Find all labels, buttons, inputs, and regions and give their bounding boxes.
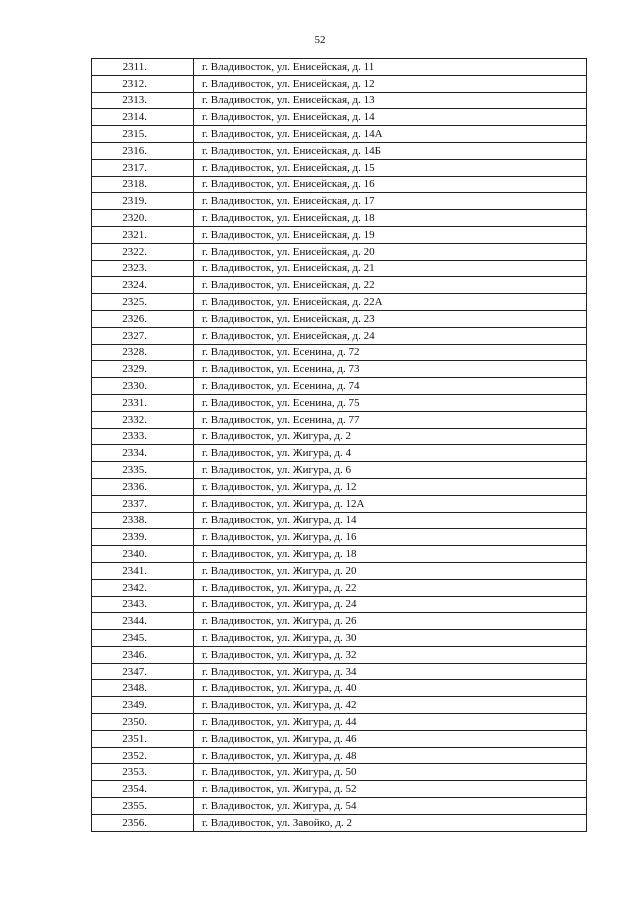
address-cell: г. Владивосток, ул. Енисейская, д. 12 [194, 75, 587, 92]
row-number-cell: 2356. [92, 814, 194, 831]
table-row [92, 378, 587, 395]
table-row [92, 126, 587, 143]
table-row [92, 344, 587, 361]
row-number-cell: 2312. [92, 75, 194, 92]
row-number-cell: 2322. [92, 243, 194, 260]
table-row [92, 428, 587, 445]
table-row [92, 361, 587, 378]
table-row [92, 210, 587, 227]
address-cell: г. Владивосток, ул. Енисейская, д. 22 [194, 277, 587, 294]
table-row [92, 529, 587, 546]
row-number-cell: 2334. [92, 445, 194, 462]
table-row [92, 730, 587, 747]
address-cell: г. Владивосток, ул. Енисейская, д. 14Б [194, 142, 587, 159]
table-row [92, 512, 587, 529]
address-cell: г. Владивосток, ул. Жигура, д. 22 [194, 579, 587, 596]
row-number-cell: 2338. [92, 512, 194, 529]
row-number-cell: 2343. [92, 596, 194, 613]
address-cell: г. Владивосток, ул. Жигура, д. 4 [194, 445, 587, 462]
row-number-cell: 2327. [92, 327, 194, 344]
address-cell: г. Владивосток, ул. Енисейская, д. 24 [194, 327, 587, 344]
table-row [92, 579, 587, 596]
row-number-cell: 2318. [92, 176, 194, 193]
table-row [92, 747, 587, 764]
table-row [92, 159, 587, 176]
address-cell: г. Владивосток, ул. Енисейская, д. 14 [194, 109, 587, 126]
address-cell: г. Владивосток, ул. Енисейская, д. 16 [194, 176, 587, 193]
address-cell: г. Владивосток, ул. Жигура, д. 20 [194, 562, 587, 579]
table-row [92, 226, 587, 243]
address-cell: г. Владивосток, ул. Есенина, д. 73 [194, 361, 587, 378]
address-cell: г. Владивосток, ул. Жигура, д. 12А [194, 495, 587, 512]
table-row [92, 680, 587, 697]
address-cell: г. Владивосток, ул. Жигура, д. 34 [194, 663, 587, 680]
row-number-cell: 2316. [92, 142, 194, 159]
row-number-cell: 2321. [92, 226, 194, 243]
address-cell: г. Владивосток, ул. Енисейская, д. 21 [194, 260, 587, 277]
row-number-cell: 2328. [92, 344, 194, 361]
table-row [92, 260, 587, 277]
row-number-cell: 2353. [92, 764, 194, 781]
row-number-cell: 2355. [92, 798, 194, 815]
address-cell: г. Владивосток, ул. Енисейская, д. 18 [194, 210, 587, 227]
table-row [92, 462, 587, 479]
address-cell: г. Владивосток, ул. Жигура, д. 24 [194, 596, 587, 613]
table-row [92, 75, 587, 92]
row-number-cell: 2344. [92, 613, 194, 630]
address-cell: г. Владивосток, ул. Есенина, д. 72 [194, 344, 587, 361]
address-cell: г. Владивосток, ул. Енисейская, д. 19 [194, 226, 587, 243]
address-cell: г. Владивосток, ул. Жигура, д. 44 [194, 714, 587, 731]
table-row [92, 176, 587, 193]
table-row [92, 394, 587, 411]
address-cell: г. Владивосток, ул. Жигура, д. 54 [194, 798, 587, 815]
row-number-cell: 2339. [92, 529, 194, 546]
row-number-cell: 2320. [92, 210, 194, 227]
table-row [92, 814, 587, 831]
table-row [92, 142, 587, 159]
address-cell: г. Владивосток, ул. Жигура, д. 50 [194, 764, 587, 781]
table-row [92, 764, 587, 781]
table-row [92, 630, 587, 647]
row-number-cell: 2324. [92, 277, 194, 294]
table-row [92, 277, 587, 294]
table-row [92, 445, 587, 462]
row-number-cell: 2326. [92, 310, 194, 327]
address-cell: г. Владивосток, ул. Енисейская, д. 17 [194, 193, 587, 210]
address-cell: г. Владивосток, ул. Жигура, д. 12 [194, 478, 587, 495]
row-number-cell: 2323. [92, 260, 194, 277]
table-row [92, 243, 587, 260]
table-row [92, 310, 587, 327]
address-cell: г. Владивосток, ул. Енисейская, д. 23 [194, 310, 587, 327]
table-row [92, 697, 587, 714]
address-cell: г. Владивосток, ул. Жигура, д. 26 [194, 613, 587, 630]
table-row [92, 663, 587, 680]
table-row [92, 92, 587, 109]
table-row [92, 562, 587, 579]
row-number-cell: 2333. [92, 428, 194, 445]
row-number-cell: 2341. [92, 562, 194, 579]
address-cell: г. Владивосток, ул. Жигура, д. 6 [194, 462, 587, 479]
address-cell: г. Владивосток, ул. Енисейская, д. 20 [194, 243, 587, 260]
address-cell: г. Владивосток, ул. Жигура, д. 18 [194, 546, 587, 563]
address-cell: г. Владивосток, ул. Жигура, д. 30 [194, 630, 587, 647]
row-number-cell: 2317. [92, 159, 194, 176]
address-cell: г. Владивосток, ул. Завойко, д. 2 [194, 814, 587, 831]
row-number-cell: 2329. [92, 361, 194, 378]
address-cell: г. Владивосток, ул. Жигура, д. 2 [194, 428, 587, 445]
address-cell: г. Владивосток, ул. Жигура, д. 32 [194, 646, 587, 663]
row-number-cell: 2332. [92, 411, 194, 428]
row-number-cell: 2349. [92, 697, 194, 714]
table-row [92, 294, 587, 311]
row-number-cell: 2315. [92, 126, 194, 143]
address-cell: г. Владивосток, ул. Енисейская, д. 22А [194, 294, 587, 311]
table-row [92, 798, 587, 815]
row-number-cell: 2314. [92, 109, 194, 126]
page-number: 52 [314, 34, 326, 46]
address-cell: г. Владивосток, ул. Енисейская, д. 11 [194, 59, 587, 76]
table-row [92, 781, 587, 798]
row-number-cell: 2340. [92, 546, 194, 563]
address-table-body [92, 59, 587, 832]
address-cell: г. Владивосток, ул. Жигура, д. 14 [194, 512, 587, 529]
table-row [92, 613, 587, 630]
table-row [92, 327, 587, 344]
row-number-cell: 2345. [92, 630, 194, 647]
address-cell: г. Владивосток, ул. Жигура, д. 40 [194, 680, 587, 697]
table-row [92, 193, 587, 210]
table-row [92, 478, 587, 495]
row-number-cell: 2350. [92, 714, 194, 731]
table-row [92, 109, 587, 126]
table-row [92, 546, 587, 563]
row-number-cell: 2347. [92, 663, 194, 680]
row-number-cell: 2330. [92, 378, 194, 395]
table-row [92, 646, 587, 663]
address-cell: г. Владивосток, ул. Есенина, д. 74 [194, 378, 587, 395]
row-number-cell: 2325. [92, 294, 194, 311]
table-row [92, 714, 587, 731]
row-number-cell: 2354. [92, 781, 194, 798]
address-cell: г. Владивосток, ул. Жигура, д. 46 [194, 730, 587, 747]
address-cell: г. Владивосток, ул. Жигура, д. 16 [194, 529, 587, 546]
row-number-cell: 2352. [92, 747, 194, 764]
address-cell: г. Владивосток, ул. Жигура, д. 48 [194, 747, 587, 764]
row-number-cell: 2346. [92, 646, 194, 663]
row-number-cell: 2313. [92, 92, 194, 109]
row-number-cell: 2319. [92, 193, 194, 210]
row-number-cell: 2342. [92, 579, 194, 596]
table-row [92, 596, 587, 613]
row-number-cell: 2311. [92, 59, 194, 76]
row-number-cell: 2336. [92, 478, 194, 495]
table-row [92, 411, 587, 428]
row-number-cell: 2348. [92, 680, 194, 697]
row-number-cell: 2351. [92, 730, 194, 747]
address-table [91, 58, 587, 832]
address-cell: г. Владивосток, ул. Жигура, д. 52 [194, 781, 587, 798]
row-number-cell: 2335. [92, 462, 194, 479]
row-number-cell: 2337. [92, 495, 194, 512]
address-cell: г. Владивосток, ул. Енисейская, д. 13 [194, 92, 587, 109]
address-cell: г. Владивосток, ул. Енисейская, д. 15 [194, 159, 587, 176]
address-cell: г. Владивосток, ул. Жигура, д. 42 [194, 697, 587, 714]
table-row [92, 495, 587, 512]
address-cell: г. Владивосток, ул. Есенина, д. 77 [194, 411, 587, 428]
row-number-cell: 2331. [92, 394, 194, 411]
table-row [92, 59, 587, 76]
address-cell: г. Владивосток, ул. Есенина, д. 75 [194, 394, 587, 411]
address-cell: г. Владивосток, ул. Енисейская, д. 14А [194, 126, 587, 143]
